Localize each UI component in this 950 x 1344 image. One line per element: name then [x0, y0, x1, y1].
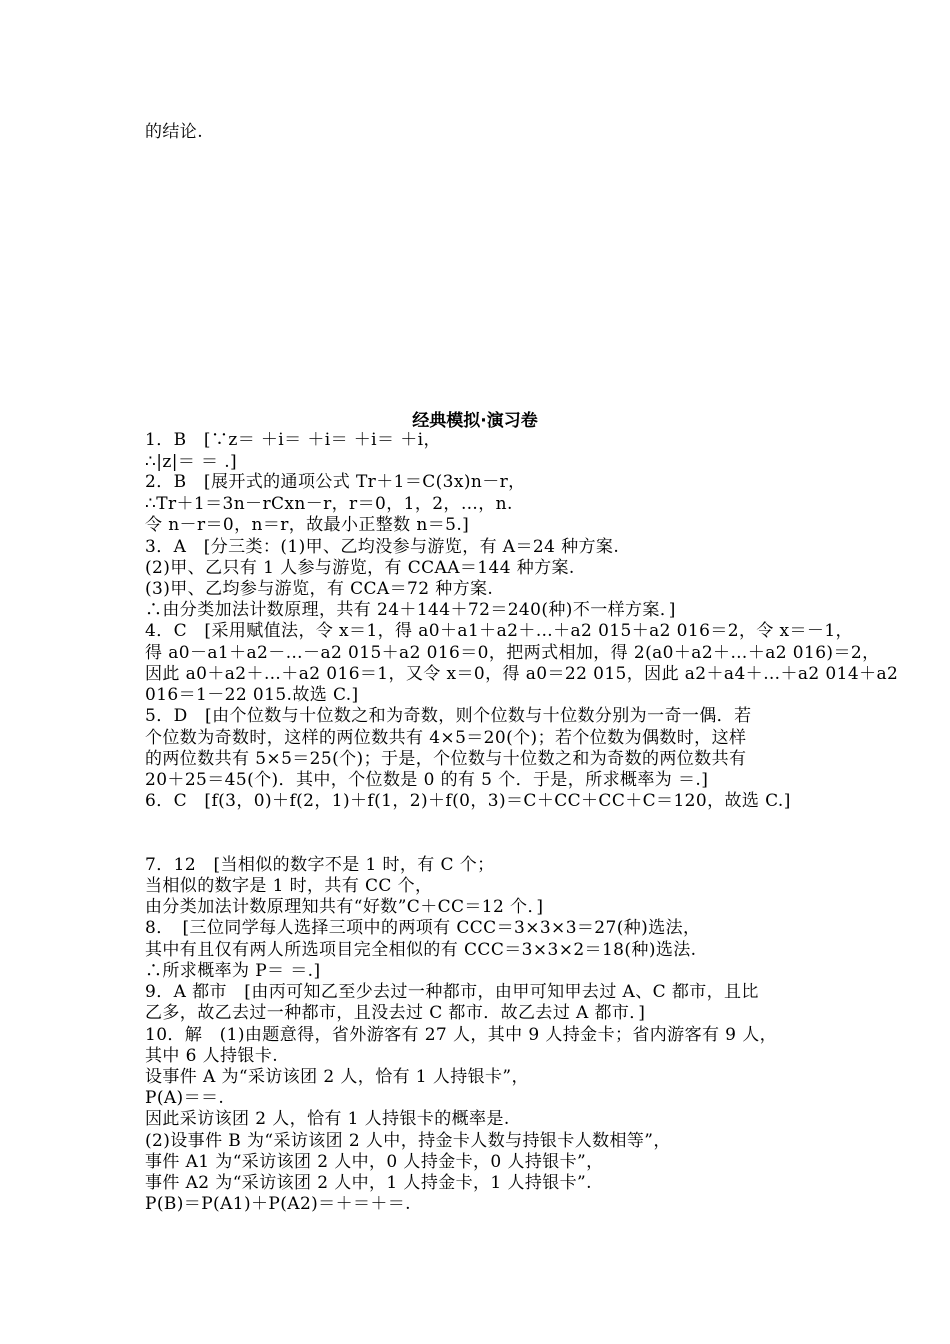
text-line: 令 n－r＝0，n＝r，故最小正整数 n＝5.]: [145, 515, 470, 535]
text-line: (2)设事件 B 为“采访该团 2 人中，持金卡人数与持银卡人数相等”，: [145, 1131, 671, 1151]
text-line: 其中有且仅有两人所选项目完全相似的有 CCC＝3×3×2＝18(种)选法.: [145, 940, 697, 960]
text-line: ∴Tr＋1＝3n－rCxn－r，r＝0，1，2，…，n.: [145, 494, 513, 514]
text-line: 设事件 A 为“采访该团 2 人，恰有 1 人持银卡”，: [145, 1067, 529, 1087]
text-line: 3．A [分三类：(1)甲、乙均没参与游览，有 A＝24 种方案.: [145, 537, 620, 557]
text-line: 016＝1－22 015.故选 C.]: [145, 685, 359, 705]
text-line: 2．B [展开式的通项公式 Tr＋1＝C(3x)n－r，: [145, 472, 526, 492]
text-line: 4．C [采用赋值法，令 x＝1，得 a0＋a1＋a2＋…＋a2 015＋a2 016＝2，令 x＝－1，: [145, 621, 853, 641]
text-line: 7．12 [当相似的数字不是 1 时，有 C 个；: [145, 855, 495, 875]
text-line: (2)甲、乙只有 1 人参与游览，有 CCAA＝144 种方案.: [145, 558, 575, 578]
text-line: 10．解 (1)由题意得，省外游客有 27 人，其中 9 人持金卡；省内游客有 9 人，: [145, 1025, 777, 1045]
text-line: 当相似的数字是 1 时，共有 CC 个，: [145, 876, 433, 896]
text-line: P(A)＝＝.: [145, 1088, 225, 1108]
text-line: 9．A 都市 [由丙可知乙至少去过一种都市，由甲可知甲去过 A、C 都市，且比: [145, 982, 759, 1002]
text-line: 乙多，故乙去过一种都市，且没去过 C 都市．故乙去过 A 都市．]: [145, 1003, 646, 1023]
text-line: 6．C [f(3，0)＋f(2，1)＋f(1，2)＋f(0，3)＝C＋CC＋CC＋C＝120，故选 C.]: [145, 791, 791, 811]
text-line: 得 a0－a1＋a2－…－a2 015＋a2 016＝0，把两式相加，得 2(a0＋a2＋…＋a2 016)＝2，: [145, 643, 880, 663]
text-line: 8． [三位同学每人选择三项中的两项有 CCC＝3×3×3＝27(种)选法，: [145, 918, 701, 938]
text-line: ∴由分类加法计数原理，共有 24＋144＋72＝240(种)不一样方案．]: [145, 600, 676, 620]
text-line: 20＋25＝45(个)．其中，个位数是 0 的有 5 个．于是，所求概率为 ＝.]: [145, 770, 709, 790]
text-line: 事件 A1 为“采访该团 2 人中，0 人持金卡，0 人持银卡”，: [145, 1152, 604, 1172]
text-line: ∴|z|＝ ＝ .]: [145, 452, 238, 472]
text-line: (3)甲、乙均参与游览，有 CCA＝72 种方案.: [145, 579, 494, 599]
text-line: 因此采访该团 2 人，恰有 1 人持银卡的概率是.: [145, 1109, 510, 1129]
text-line: 其中 6 人持银卡.: [145, 1046, 279, 1066]
text-line: 因此 a0＋a2＋…＋a2 016＝1，又令 x＝0，得 a0＝22 015，因此 a2＋a4＋…＋a2 014＋a2: [145, 664, 899, 684]
text-line: 1．B [∵z＝ ＋i＝ ＋i＝ ＋i＝ ＋i，: [145, 430, 441, 450]
text-line: 5．D [由个位数与十位数之和为奇数，则个位数与十位数分别为一奇一偶．若: [145, 706, 752, 726]
text-line: 的两位数共有 5×5＝25(个)；于是，个位数与十位数之和为奇数的两位数共有: [145, 749, 747, 769]
text-line: P(B)＝P(A1)＋P(A2)＝＋＝＋＝.: [145, 1194, 411, 1214]
intro-line: 的结论.: [145, 122, 204, 142]
text-line: ∴所求概率为 P＝ ＝.]: [145, 961, 321, 981]
text-line: 个位数为奇数时，这样的两位数共有 4×5＝20(个)；若个位数为偶数时，这样: [145, 728, 747, 748]
text-line: 由分类加法计数原理知共有“好数”C＋CC＝12 个．]: [145, 897, 544, 917]
section-title: 经典模拟·演习卷: [412, 411, 538, 431]
text-line: 事件 A2 为“采访该团 2 人中，1 人持金卡，1 人持银卡”.: [145, 1173, 592, 1193]
